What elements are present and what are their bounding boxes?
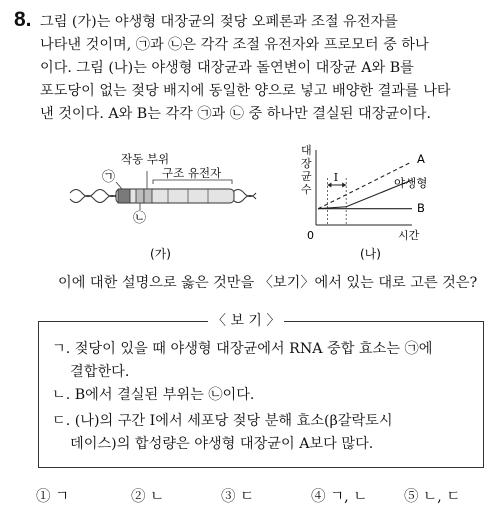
series-label-wildtype: 야생형 [394, 176, 428, 190]
ylabel-char: 대 [301, 144, 312, 157]
question-number: 8. [14, 8, 32, 31]
choice-2[interactable]: ② ㄴ [131, 489, 165, 505]
stem-line: 그림 (가)는 야생형 대장균의 젖당 오페론과 조절 유전자를 [40, 14, 398, 30]
structural-bracket [153, 180, 232, 184]
question-prompt: 이에 대한 설명으로 옳은 것만을 〈보기〉에서 있는 대로 고른 것은? [58, 275, 478, 291]
dna-helix-right-2 [232, 196, 256, 203]
figure-ga-caption: (가) [150, 247, 171, 261]
interval-marker [327, 171, 346, 225]
interval-label: Ⅰ [333, 171, 339, 184]
origin-label: 0 [307, 229, 314, 242]
structural-label: 구조 유전자 [162, 166, 222, 180]
interval-arrowhead-right [342, 183, 346, 188]
choice-3[interactable]: ③ ㄷ [221, 489, 255, 505]
interval-arrowhead-left [327, 183, 331, 188]
figure-na [301, 143, 427, 261]
ylabel-char: 수 [301, 183, 312, 196]
marker-1-leader [116, 182, 122, 189]
statement-line: 데이스)의 합성량은 야생형 대장균이 A보다 많다. [52, 436, 374, 452]
marker-1: ㉠ [102, 170, 116, 185]
dna-helix-right [232, 190, 256, 197]
statement-3 [52, 410, 393, 456]
regulatory-gene-block [118, 189, 130, 203]
ylabel-char: 균 [301, 170, 312, 183]
stem-line: 이다. 그림 (나)는 야생형 대장균과 돌연변이 대장균 A와 B를 [40, 60, 414, 76]
bogi-title: 〈 보 기 〉 [208, 310, 284, 330]
statement-line: 결합한다. [52, 364, 130, 380]
statement-2 [52, 384, 254, 407]
choice-4[interactable]: ④ ㄱ, ㄴ [311, 489, 368, 505]
statement-line: ㄴ. B에서 결실된 부위는 ㉡이다. [52, 387, 255, 403]
dna-segment [116, 189, 234, 203]
figure-ga [70, 152, 256, 261]
promoter-block [136, 189, 144, 203]
marker-2: ㉡ [133, 211, 147, 226]
choice-5[interactable]: ⑤ ㄴ, ㄷ [404, 489, 461, 505]
series-label-b: B [417, 201, 425, 215]
stem-line: 포도당이 없는 젖당 배지에 동일한 양으로 넣고 배양한 결과를 나타 [40, 83, 451, 99]
stem-line: 낸 것이다. A와 B는 각각 ㉠과 ㉡ 중 하나만 결실된 대장균이다. [40, 106, 431, 122]
ylabel-char: 장 [301, 157, 312, 170]
operator-label: 작동 부위 [121, 152, 170, 166]
figure-na-caption: (나) [360, 247, 381, 261]
operator-block [144, 189, 152, 203]
statement-line: ㄷ. (나)의 구간 Ⅰ에서 세포당 젖당 분해 효소(β갈락토시 [52, 413, 393, 429]
xlabel: 시간 [398, 229, 420, 242]
choice-1[interactable]: ① ㄱ [36, 489, 70, 505]
series-label-a: A [417, 152, 425, 166]
stem-line: 나타낸 것이며, ㉠과 ㉡은 각각 조절 유전자와 프로모터 중 하나 [40, 37, 429, 53]
statement-1 [52, 338, 432, 384]
statement-line: ㄱ. 젖당이 있을 때 야생형 대장균에서 RNA 중합 효소는 ㉠에 [52, 341, 433, 357]
